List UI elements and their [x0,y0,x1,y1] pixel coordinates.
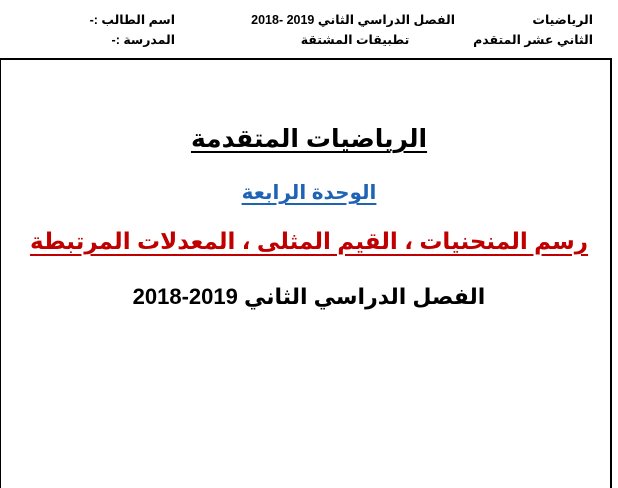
school-label: المدرسة :- [111,33,175,47]
student-name-label: اسم الطالب :- [89,13,175,27]
semester-title: الفصل الدراسي الثاني 2019-2018 [132,284,486,309]
semester-header: الفصل الدراسي الثاني 2019 -2018 [251,13,455,27]
page-border [0,58,612,488]
subject-label: الرياضيات [532,13,593,27]
unit-title: الوحدة الرابعة [241,182,377,204]
lesson-title: رسم المنحنيات ، القيم المثلى ، المعدلات المرتبطة [29,228,589,254]
course-title: الرياضيات المتقدمة [190,125,428,153]
grade-label: الثاني عشر المتقدم [473,33,593,47]
topic-header: تطبيقات المشتقة [300,33,410,47]
